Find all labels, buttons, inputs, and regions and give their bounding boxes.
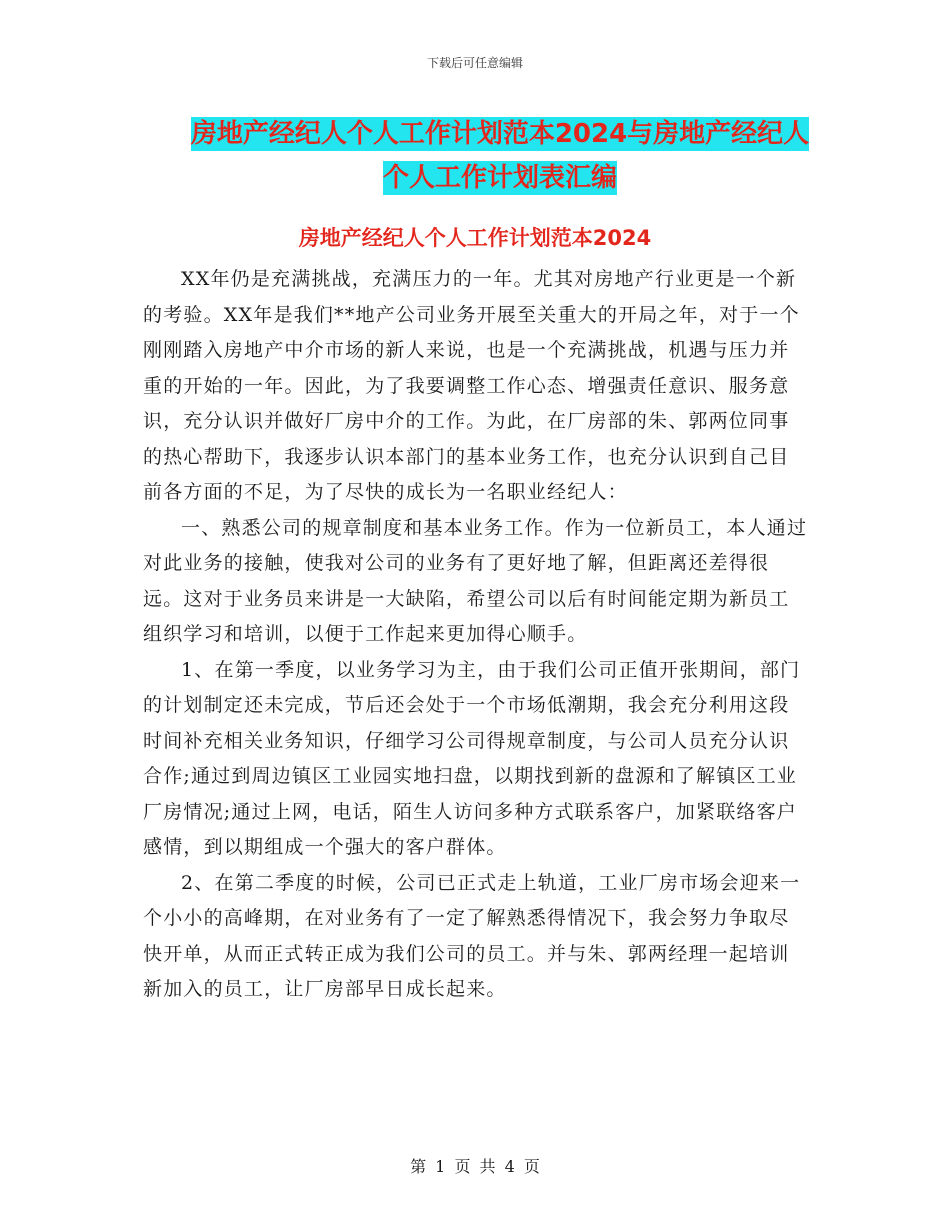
section-title: 房地产经纪人个人工作计划范本2024: [298, 226, 652, 250]
paragraph: 2、在第二季度的时候，公司已正式走上轨道，工业厂房市场会迎来一个小小的高峰期，在对业务有了一定了解熟悉得情况下，我会努力争取尽快开单，从而正式转正成为我们公司的员工。并与朱、郭两经理一起培训新加入的员工，让厂房部早日成长起来。: [143, 871, 801, 1000]
page-header-note: 下载后可任意编辑: [426, 56, 523, 70]
paragraph: XX年仍是充满挑战，充满压力的一年。尤其对房地产行业更是一个新的考验。XX年是我们**地产公司业务开展至关重大的开局之年，对于一个刚刚踏入房地产中介市场的新人来说，也是一个充满挑战，机遇与压力并重的开始的一年。因此，为了我要调整工作心态、增强责任意识、服务意识，充分认识并做好厂房中介的工作。为此，在厂房部的朱、郭两位同事的热心帮助下，我逐步认识本部门的基本业务工作，也充分认识到自己目前各方面的不足，为了尽快的成长为一名职业经纪人：: [143, 268, 800, 503]
document-body: [143, 262, 808, 1008]
title-line-2: 个人工作计划表汇编: [382, 163, 617, 193]
document-title: [140, 112, 860, 200]
page-number-footer: 第 1 页 共 4 页: [410, 1157, 540, 1176]
paragraph: 1、在第一季度，以业务学习为主，由于我们公司正值开张期间，部门的计划制定还未完成，节后还会处于一个市场低潮期，我会充分利用这段时间补充相关业务知识，仔细学习公司得规章制度，与公司人员充分认识合作;通过到周边镇区工业园实地扫盘，以期找到新的盘源和了解镇区工业厂房情况;通过上网，电话，陌生人访问多种方式联系客户，加紧联络客户感情，到以期组成一个强大的客户群体。: [143, 658, 801, 858]
title-line-1: 房地产经纪人个人工作计划范本2024与房地产经纪人: [190, 119, 810, 149]
paragraph: 一、熟悉公司的规章制度和基本业务工作。作为一位新员工，本人通过对此业务的接触，使我对公司的业务有了更好地了解，但距离还差得很远。这对于业务员来讲是一大缺陷，希望公司以后有时间能定期为新员工组织学习和培训，以便于工作起来更加得心顺手。: [143, 516, 808, 645]
